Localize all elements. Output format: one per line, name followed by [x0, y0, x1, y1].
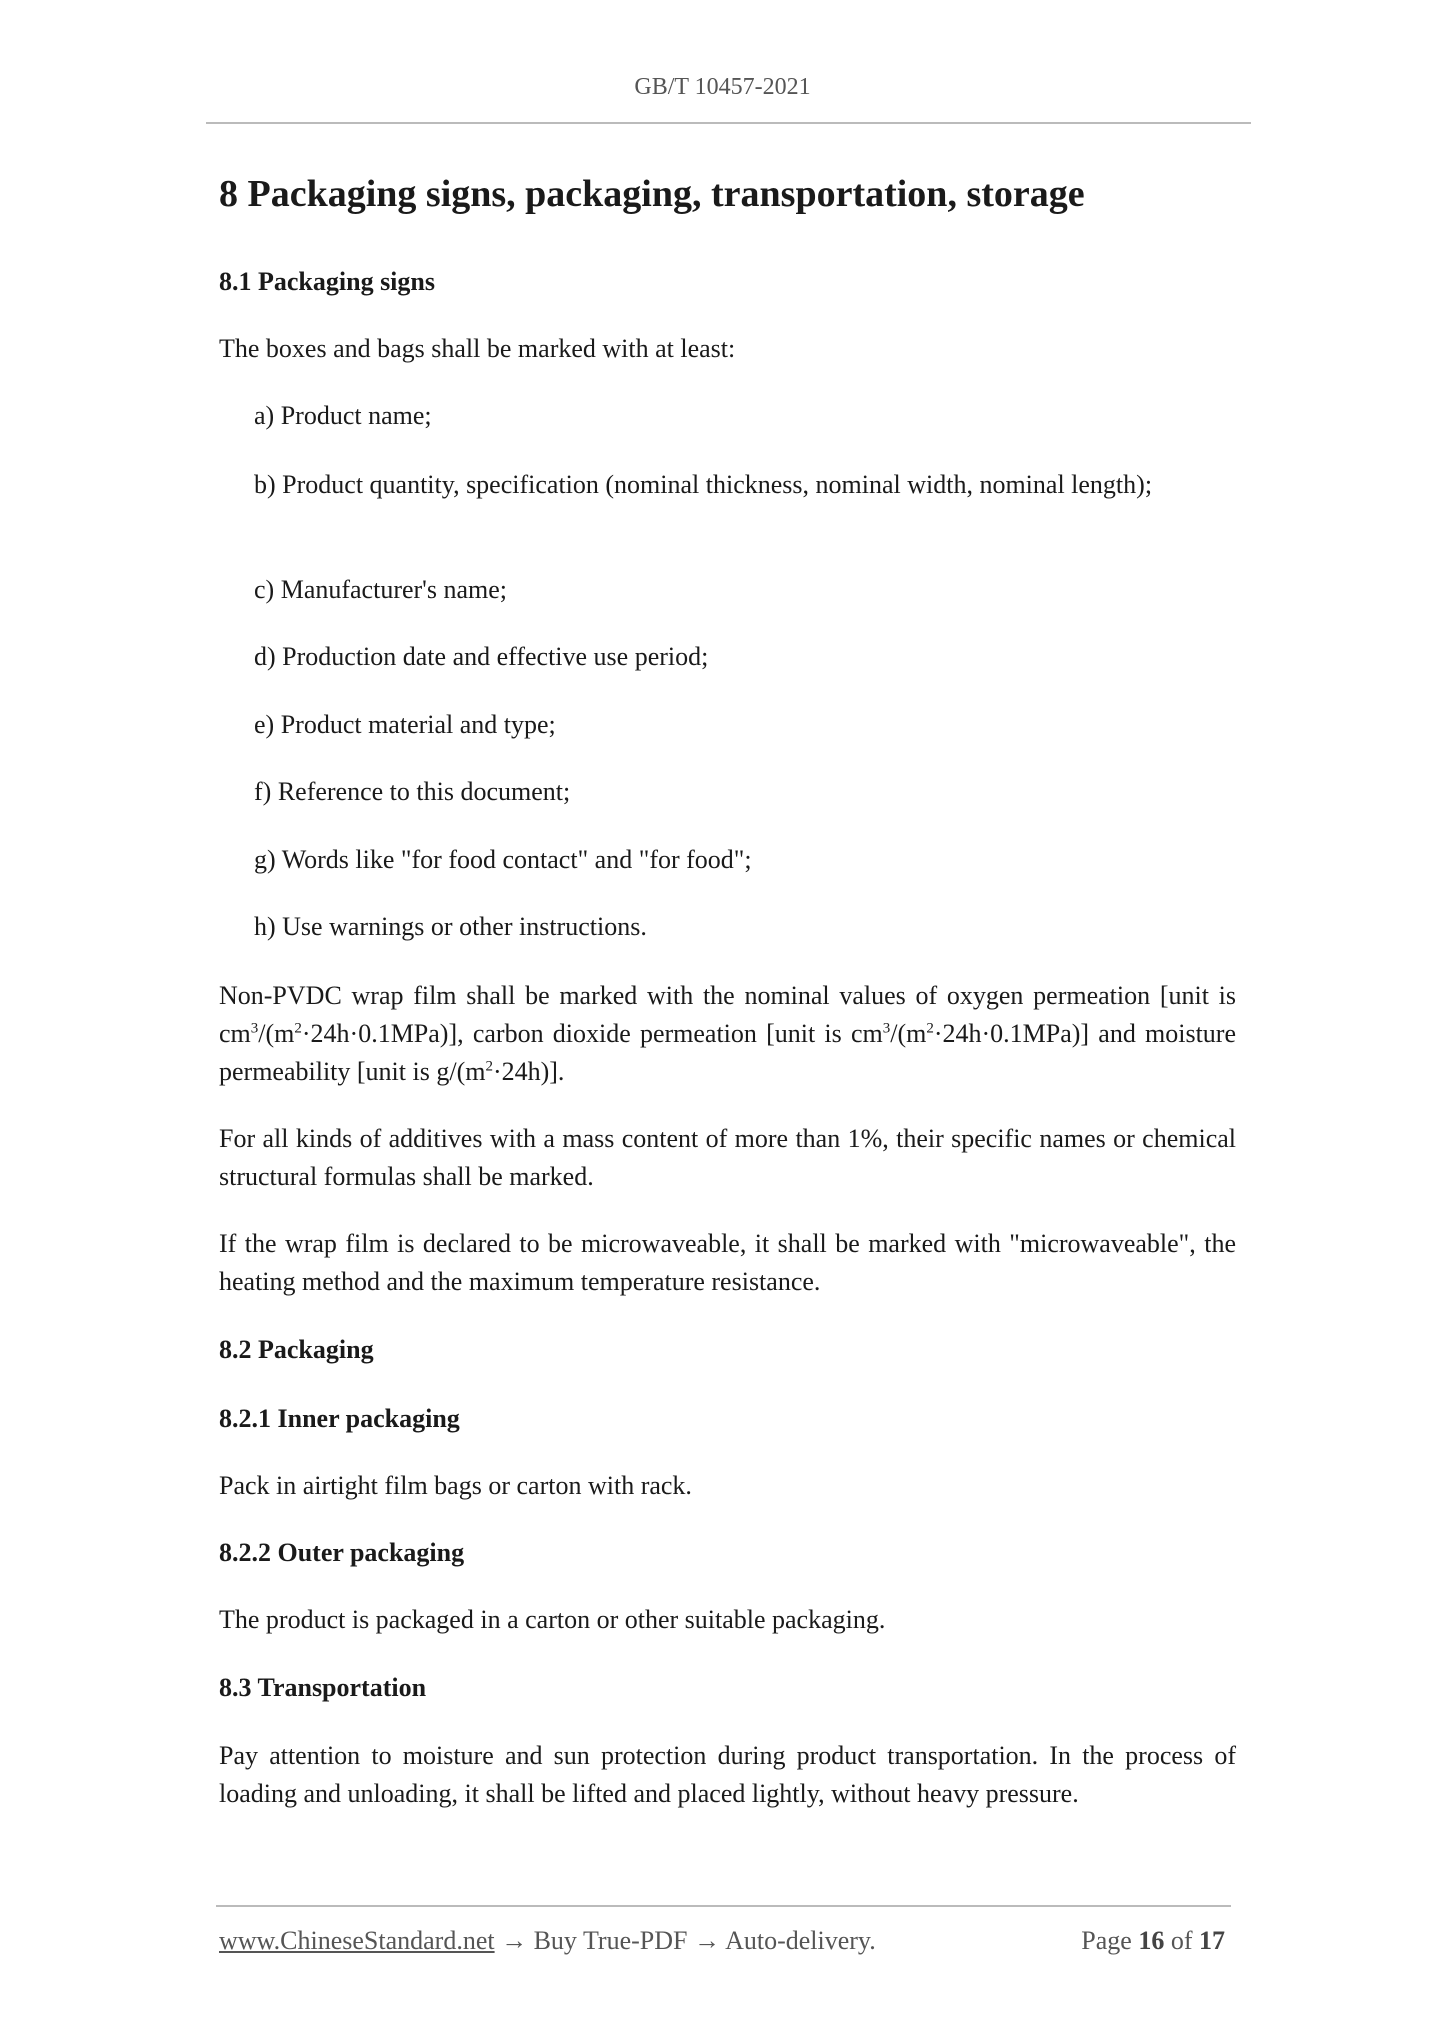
- microwave-paragraph: If the wrap film is declared to be microwaveable, it shall be marked with "microwaveable", the heating method and the maximum temperature resistance.: [219, 1229, 1236, 1296]
- header-divider: [206, 122, 1251, 124]
- inner-packaging-text: Pack in airtight film bags or carton with rack.: [219, 1471, 692, 1500]
- text: ·24h·0.1MPa)] and moisture permeability [unit is g/(m: [219, 1019, 1237, 1086]
- heading-8-2-2: 8.2.2 Outer packaging: [219, 1538, 465, 1567]
- document-id-header: GB/T 10457-2021: [634, 74, 811, 100]
- superscript: 3: [882, 1020, 891, 1037]
- text: /(m: [258, 1019, 295, 1048]
- current-page: 16: [1138, 1926, 1165, 1955]
- text: ·24h)].: [492, 1057, 565, 1086]
- superscript: 2: [485, 1058, 493, 1075]
- list-item: g) Words like "for food contact" and "for food";: [254, 845, 752, 874]
- list-item: b) Product quantity, specification (nominal thickness, nominal width, nominal length);: [254, 470, 1153, 499]
- list-item: f) Reference to this document;: [254, 777, 571, 806]
- outer-packaging-text: The product is packaged in a carton or other suitable packaging.: [219, 1605, 886, 1634]
- list-item: e) Product material and type;: [254, 710, 556, 739]
- buy-text: Buy True-PDF: [533, 1926, 688, 1955]
- list-item: d) Production date and effective use period;: [254, 642, 709, 671]
- arrow-icon: →: [501, 1926, 528, 1955]
- superscript: 2: [926, 1020, 934, 1037]
- additives-paragraph: For all kinds of additives with a mass content of more than 1%, their specific names or chemical structural formulas shall be marked.: [219, 1124, 1236, 1191]
- heading-8-2: 8.2 Packaging: [219, 1335, 374, 1364]
- total-pages: 17: [1199, 1926, 1225, 1955]
- list-item: a) Product name;: [254, 401, 432, 430]
- footer-divider: [216, 1905, 1231, 1907]
- website-link[interactable]: www.ChineseStandard.net: [219, 1926, 495, 1955]
- page-label: Page: [1081, 1926, 1132, 1955]
- of-label: of: [1170, 1926, 1193, 1955]
- transportation-text: Pay attention to moisture and sun protection during product transportation. In the process of loading and unloading, it shall be lifted and placed lightly, without heavy pressure.: [219, 1741, 1236, 1808]
- heading-8-2-1: 8.2.1 Inner packaging: [219, 1404, 460, 1433]
- superscript: 2: [294, 1020, 302, 1037]
- heading-8-3: 8.3 Transportation: [219, 1673, 427, 1702]
- text: /(m: [890, 1019, 927, 1048]
- heading-8-1: 8.1 Packaging signs: [219, 267, 435, 296]
- list-item: h) Use warnings or other instructions.: [254, 912, 647, 941]
- section-title: 8 Packaging signs, packaging, transportation, storage: [219, 173, 1085, 215]
- superscript: 3: [250, 1020, 259, 1037]
- arrow-icon: →: [694, 1926, 720, 1955]
- intro-text: The boxes and bags shall be marked with at least:: [219, 334, 736, 363]
- footer-promo: [219, 1926, 876, 1956]
- permeation-paragraph: [219, 977, 1236, 1091]
- delivery-text: Auto-delivery.: [725, 1926, 876, 1955]
- text: Non-PVDC wrap film shall be marked with the nominal values of oxygen permeation [unit is cm: [219, 981, 1236, 1048]
- list-item: c) Manufacturer's name;: [254, 575, 508, 604]
- page-number: [1081, 1926, 1225, 1956]
- text: ·24h·0.1MPa)], carbon dioxide permeation [unit is cm: [301, 1019, 883, 1048]
